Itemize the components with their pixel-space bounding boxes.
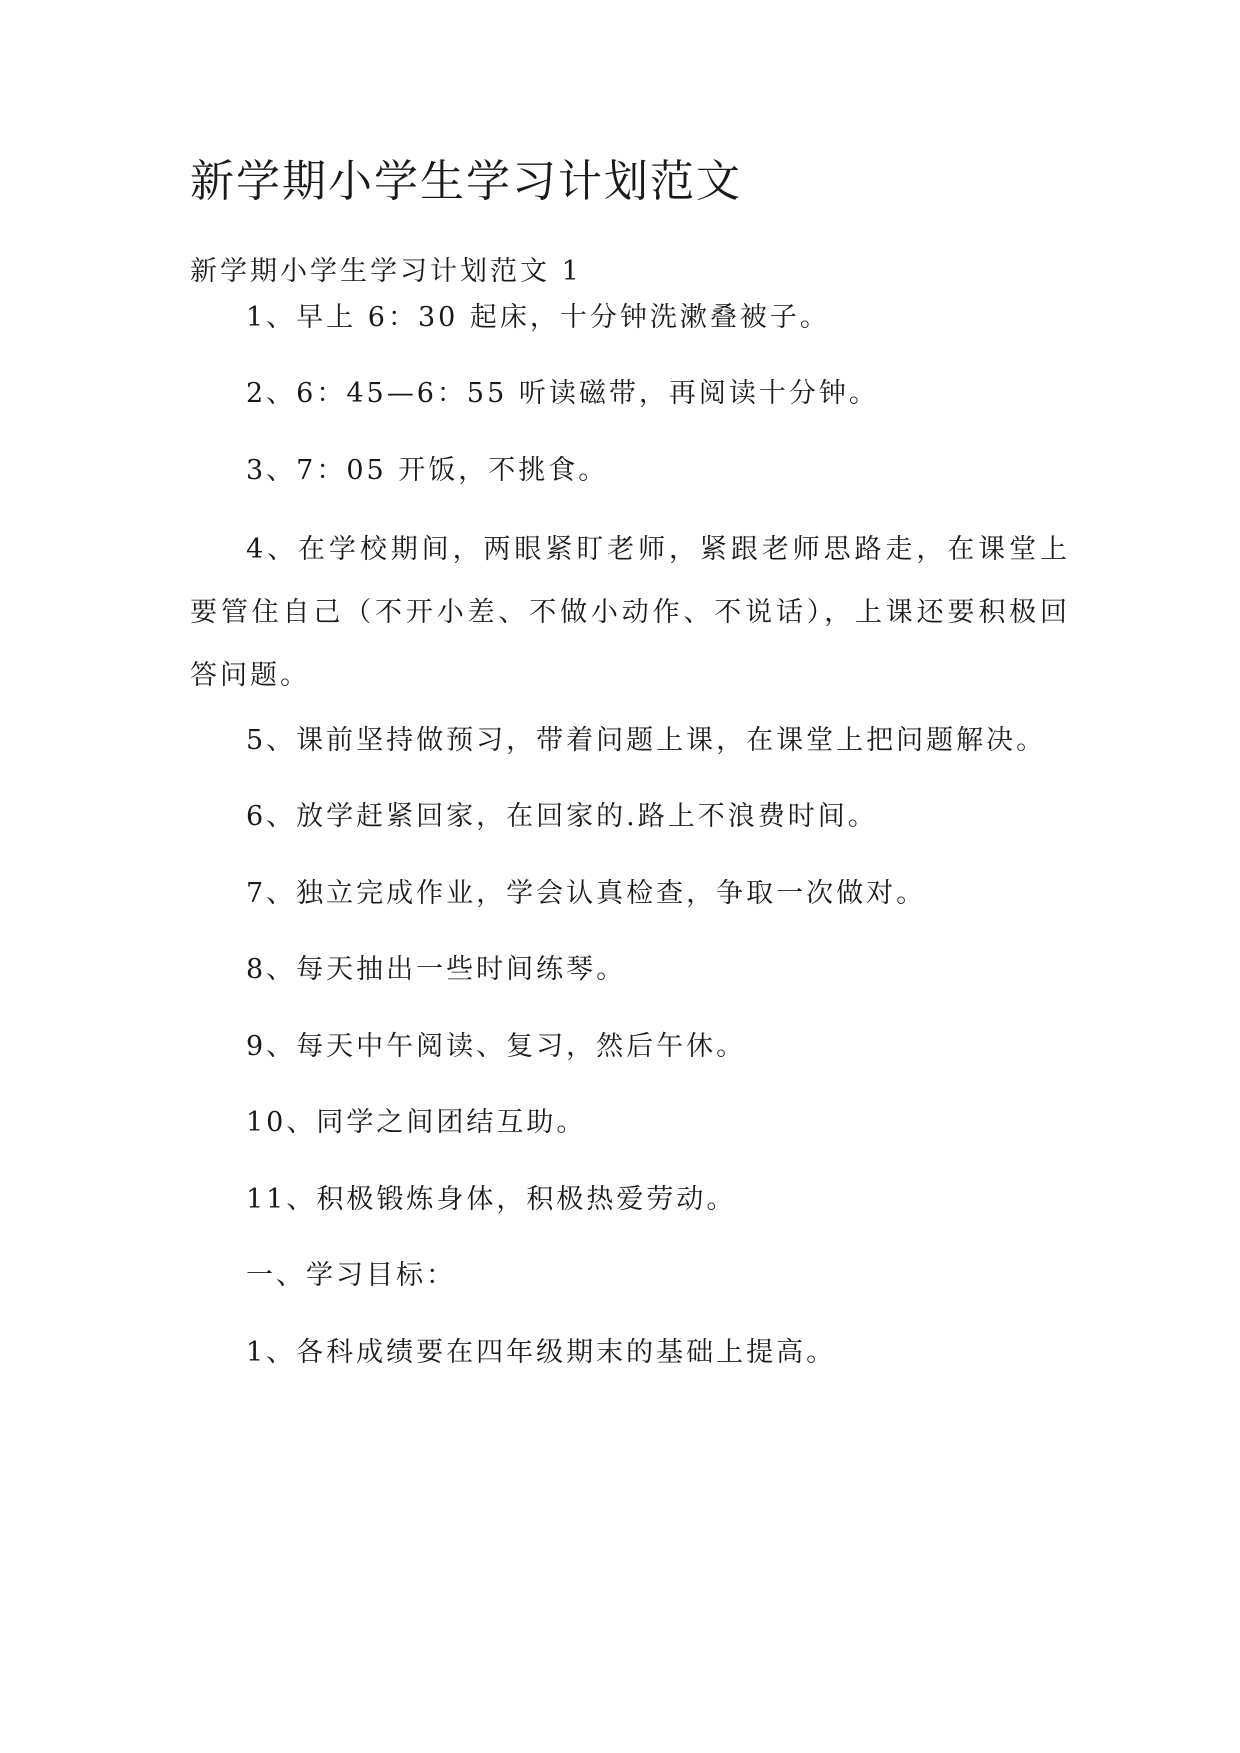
- paragraph-2: 2、6：45—6：55 听读磁带，再阅读十分钟。: [246, 378, 879, 409]
- paragraph-3: 3、7：05 开饭，不挑食。: [246, 455, 609, 486]
- section-heading-goals: 一、学习目标：: [246, 1260, 456, 1291]
- paragraph-5: 5、课前坚持做预习，带着问题上课，在课堂上把问题解决。: [246, 725, 1047, 756]
- document-title: 新学期小学生学习计划范文: [190, 156, 742, 207]
- paragraph-6: 6、放学赶紧回家，在回家的.路上不浪费时间。: [246, 801, 878, 832]
- paragraph-11: 11、积极锻炼身体，积极热爱劳动。: [246, 1184, 737, 1215]
- paragraph-12: 1、各科成绩要在四年级期末的基础上提高。: [246, 1337, 837, 1368]
- paragraph-10: 10、同学之间团结互助。: [246, 1107, 587, 1138]
- paragraph-1: 1、早上 6：30 起床，十分钟洗漱叠被子。: [246, 302, 830, 333]
- paragraph-9: 9、每天中午阅读、复习，然后午休。: [246, 1031, 747, 1062]
- paragraph-8: 8、每天抽出一些时间练琴。: [246, 954, 627, 985]
- section-heading: 新学期小学生学习计划范文 1: [190, 256, 582, 287]
- paragraph-4: 4、在学校期间，两眼紧盯老师，紧跟老师思路走，在课堂上要管住自己（不开小差、不做小动作、不说话），上课还要积极回答问题。: [190, 534, 1070, 691]
- paragraph-7: 7、独立完成作业，学会认真检查，争取一次做对。: [246, 878, 927, 909]
